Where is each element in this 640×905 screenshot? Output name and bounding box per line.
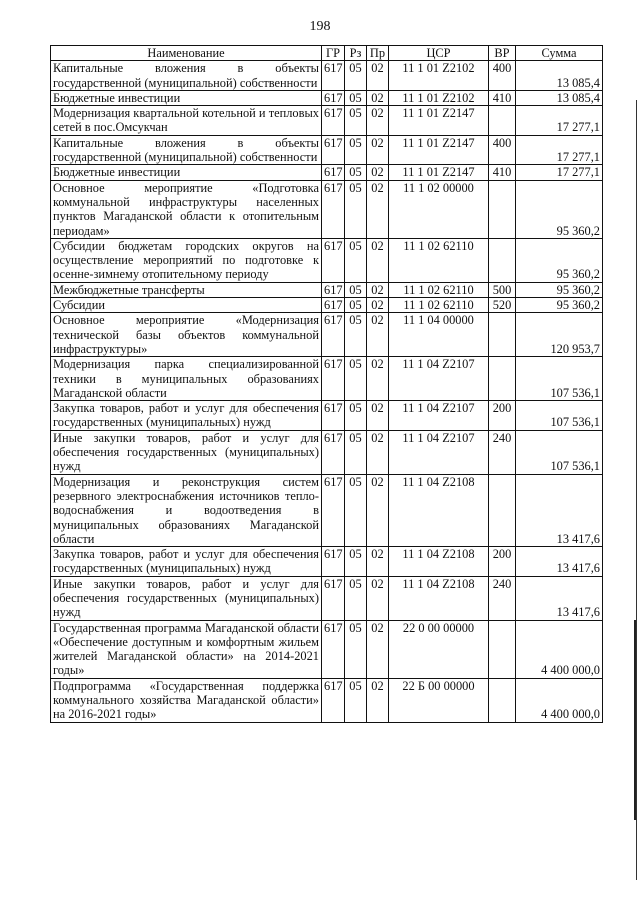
cell-pr: 02 bbox=[367, 678, 389, 722]
cell-pr: 02 bbox=[367, 620, 389, 678]
cell-vr: 500 bbox=[489, 282, 516, 297]
cell-pr: 02 bbox=[367, 238, 389, 282]
cell-name: Иные закупки товаров, работ и услуг для обеспечения государственных (муниципальных) нужд bbox=[51, 430, 322, 474]
table-header-row bbox=[51, 46, 603, 61]
cell-vr bbox=[489, 678, 516, 722]
cell-vr: 410 bbox=[489, 165, 516, 180]
cell-sum: 95 360,2 bbox=[516, 282, 603, 297]
cell-rz: 05 bbox=[345, 61, 367, 91]
cell-csr: 11 1 04 Z2108 bbox=[389, 547, 489, 577]
cell-name: Субсидии bbox=[51, 298, 322, 313]
table-body bbox=[51, 61, 603, 722]
cell-vr: 240 bbox=[489, 576, 516, 620]
cell-sum: 17 277,1 bbox=[516, 106, 603, 136]
cell-sum: 107 536,1 bbox=[516, 430, 603, 474]
cell-name: Капитальные вложения в объекты государственной (муниципальной) собственности bbox=[51, 135, 322, 165]
cell-csr: 11 1 02 00000 bbox=[389, 180, 489, 238]
cell-rz: 05 bbox=[345, 106, 367, 136]
budget-table bbox=[50, 45, 603, 723]
cell-vr bbox=[489, 474, 516, 546]
cell-sum: 107 536,1 bbox=[516, 357, 603, 401]
table-row bbox=[51, 106, 603, 136]
cell-sum: 95 360,2 bbox=[516, 180, 603, 238]
cell-vr bbox=[489, 238, 516, 282]
cell-sum: 17 277,1 bbox=[516, 165, 603, 180]
cell-pr: 02 bbox=[367, 61, 389, 91]
cell-name: Капитальные вложения в объекты государственной (муниципальной) собственности bbox=[51, 61, 322, 91]
cell-pr: 02 bbox=[367, 401, 389, 431]
table-row bbox=[51, 313, 603, 357]
header-gr: ГР bbox=[322, 46, 345, 61]
cell-gr: 617 bbox=[322, 282, 345, 297]
cell-csr: 11 1 04 Z2108 bbox=[389, 576, 489, 620]
cell-rz: 05 bbox=[345, 180, 367, 238]
cell-vr: 410 bbox=[489, 90, 516, 105]
cell-name: Основное мероприятие «Модернизация технической базы объектов коммунальной инфраструктуры» bbox=[51, 313, 322, 357]
cell-rz: 05 bbox=[345, 357, 367, 401]
cell-name: Межбюджетные трансферты bbox=[51, 282, 322, 297]
cell-csr: 11 1 04 Z2108 bbox=[389, 474, 489, 546]
table-row bbox=[51, 474, 603, 546]
cell-gr: 617 bbox=[322, 165, 345, 180]
cell-rz: 05 bbox=[345, 474, 367, 546]
cell-gr: 617 bbox=[322, 547, 345, 577]
cell-rz: 05 bbox=[345, 238, 367, 282]
cell-csr: 11 1 02 62110 bbox=[389, 282, 489, 297]
cell-csr: 11 1 02 62110 bbox=[389, 298, 489, 313]
cell-vr bbox=[489, 620, 516, 678]
cell-name: Модернизация квартальной котельной и тепловых сетей в пос.Омсукчан bbox=[51, 106, 322, 136]
cell-gr: 617 bbox=[322, 106, 345, 136]
cell-pr: 02 bbox=[367, 90, 389, 105]
scan-edge-mark bbox=[634, 620, 636, 820]
table-row bbox=[51, 61, 603, 91]
cell-gr: 617 bbox=[322, 357, 345, 401]
table-row bbox=[51, 298, 603, 313]
cell-csr: 11 1 02 62110 bbox=[389, 238, 489, 282]
cell-gr: 617 bbox=[322, 474, 345, 546]
cell-vr: 200 bbox=[489, 547, 516, 577]
cell-gr: 617 bbox=[322, 620, 345, 678]
table-row bbox=[51, 90, 603, 105]
cell-csr: 11 1 01 Z2147 bbox=[389, 106, 489, 136]
cell-vr bbox=[489, 106, 516, 136]
table-row bbox=[51, 576, 603, 620]
cell-name: Бюджетные инвестиции bbox=[51, 90, 322, 105]
cell-csr: 11 1 01 Z2147 bbox=[389, 165, 489, 180]
cell-vr: 240 bbox=[489, 430, 516, 474]
table-row bbox=[51, 282, 603, 297]
cell-csr: 11 1 01 Z2102 bbox=[389, 90, 489, 105]
cell-gr: 617 bbox=[322, 576, 345, 620]
cell-rz: 05 bbox=[345, 620, 367, 678]
cell-rz: 05 bbox=[345, 313, 367, 357]
page-number: 198 bbox=[309, 19, 331, 34]
cell-rz: 05 bbox=[345, 430, 367, 474]
header-name: Наименование bbox=[51, 46, 322, 61]
table-row bbox=[51, 401, 603, 431]
cell-name: Основное мероприятие «Подготовка коммунальной инфраструктуры населенных пунктов Магаданской области к отопительным периодам» bbox=[51, 180, 322, 238]
cell-pr: 02 bbox=[367, 106, 389, 136]
cell-sum: 4 400 000,0 bbox=[516, 620, 603, 678]
cell-rz: 05 bbox=[345, 401, 367, 431]
cell-gr: 617 bbox=[322, 401, 345, 431]
cell-rz: 05 bbox=[345, 298, 367, 313]
table-row bbox=[51, 180, 603, 238]
cell-gr: 617 bbox=[322, 313, 345, 357]
cell-name: Закупка товаров, работ и услуг для обеспечения государственных (муниципальных) нужд bbox=[51, 401, 322, 431]
cell-gr: 617 bbox=[322, 430, 345, 474]
table-row bbox=[51, 165, 603, 180]
cell-vr: 520 bbox=[489, 298, 516, 313]
cell-sum: 95 360,2 bbox=[516, 298, 603, 313]
cell-vr: 200 bbox=[489, 401, 516, 431]
cell-rz: 05 bbox=[345, 678, 367, 722]
cell-gr: 617 bbox=[322, 90, 345, 105]
cell-pr: 02 bbox=[367, 165, 389, 180]
cell-vr bbox=[489, 357, 516, 401]
cell-csr: 22 Б 00 00000 bbox=[389, 678, 489, 722]
cell-name: Государственная программа Магаданской области «Обеспечение доступным и комфортным жильем жителей Магаданской области» на 2014-2021 годы» bbox=[51, 620, 322, 678]
table-row bbox=[51, 620, 603, 678]
cell-sum: 13 085,4 bbox=[516, 61, 603, 91]
cell-sum: 107 536,1 bbox=[516, 401, 603, 431]
cell-rz: 05 bbox=[345, 165, 367, 180]
cell-sum: 13 417,6 bbox=[516, 547, 603, 577]
cell-rz: 05 bbox=[345, 90, 367, 105]
cell-pr: 02 bbox=[367, 547, 389, 577]
header-rz: Рз bbox=[345, 46, 367, 61]
table-row bbox=[51, 678, 603, 722]
cell-rz: 05 bbox=[345, 282, 367, 297]
cell-sum: 4 400 000,0 bbox=[516, 678, 603, 722]
table-row bbox=[51, 135, 603, 165]
cell-pr: 02 bbox=[367, 313, 389, 357]
cell-sum: 95 360,2 bbox=[516, 238, 603, 282]
cell-csr: 22 0 00 00000 bbox=[389, 620, 489, 678]
cell-rz: 05 bbox=[345, 135, 367, 165]
cell-rz: 05 bbox=[345, 576, 367, 620]
cell-pr: 02 bbox=[367, 298, 389, 313]
cell-sum: 13 417,6 bbox=[516, 474, 603, 546]
cell-sum: 13 085,4 bbox=[516, 90, 603, 105]
header-vr: ВР bbox=[489, 46, 516, 61]
cell-name: Подпрограмма «Государственная поддержка коммунального хозяйства Магаданской области» на 2016-2021 годы» bbox=[51, 678, 322, 722]
cell-pr: 02 bbox=[367, 430, 389, 474]
cell-csr: 11 1 01 Z2147 bbox=[389, 135, 489, 165]
cell-pr: 02 bbox=[367, 135, 389, 165]
cell-rz: 05 bbox=[345, 547, 367, 577]
cell-name: Модернизация и реконструкция систем резервного электроснабжения источников тепло-водоснабжения и водоотведения в муниципальных образованиях Магаданской области bbox=[51, 474, 322, 546]
cell-vr bbox=[489, 313, 516, 357]
header-csr: ЦСР bbox=[389, 46, 489, 61]
table-row bbox=[51, 547, 603, 577]
cell-pr: 02 bbox=[367, 474, 389, 546]
cell-sum: 120 953,7 bbox=[516, 313, 603, 357]
cell-csr: 11 1 04 Z2107 bbox=[389, 357, 489, 401]
cell-name: Модернизация парка специализированной техники в муниципальных образованиях Магаданской области bbox=[51, 357, 322, 401]
cell-pr: 02 bbox=[367, 180, 389, 238]
cell-gr: 617 bbox=[322, 678, 345, 722]
cell-sum: 17 277,1 bbox=[516, 135, 603, 165]
cell-sum: 13 417,6 bbox=[516, 576, 603, 620]
cell-pr: 02 bbox=[367, 576, 389, 620]
table-row bbox=[51, 430, 603, 474]
cell-name: Закупка товаров, работ и услуг для обеспечения государственных (муниципальных) нужд bbox=[51, 547, 322, 577]
cell-vr: 400 bbox=[489, 61, 516, 91]
cell-csr: 11 1 04 00000 bbox=[389, 313, 489, 357]
cell-name: Субсидии бюджетам городских округов на осуществление мероприятий по подготовке к осенне-зимнему отопительному периоду bbox=[51, 238, 322, 282]
cell-vr: 400 bbox=[489, 135, 516, 165]
cell-gr: 617 bbox=[322, 238, 345, 282]
scan-edge-line bbox=[636, 100, 637, 880]
cell-gr: 617 bbox=[322, 298, 345, 313]
header-sum: Сумма bbox=[516, 46, 603, 61]
cell-csr: 11 1 04 Z2107 bbox=[389, 430, 489, 474]
header-pr: Пр bbox=[367, 46, 389, 61]
cell-gr: 617 bbox=[322, 135, 345, 165]
cell-name: Иные закупки товаров, работ и услуг для обеспечения государственных (муниципальных) нужд bbox=[51, 576, 322, 620]
cell-csr: 11 1 04 Z2107 bbox=[389, 401, 489, 431]
cell-pr: 02 bbox=[367, 282, 389, 297]
cell-gr: 617 bbox=[322, 180, 345, 238]
cell-csr: 11 1 01 Z2102 bbox=[389, 61, 489, 91]
table-row bbox=[51, 357, 603, 401]
cell-gr: 617 bbox=[322, 61, 345, 91]
cell-vr bbox=[489, 180, 516, 238]
cell-pr: 02 bbox=[367, 357, 389, 401]
cell-name: Бюджетные инвестиции bbox=[51, 165, 322, 180]
table-row bbox=[51, 238, 603, 282]
